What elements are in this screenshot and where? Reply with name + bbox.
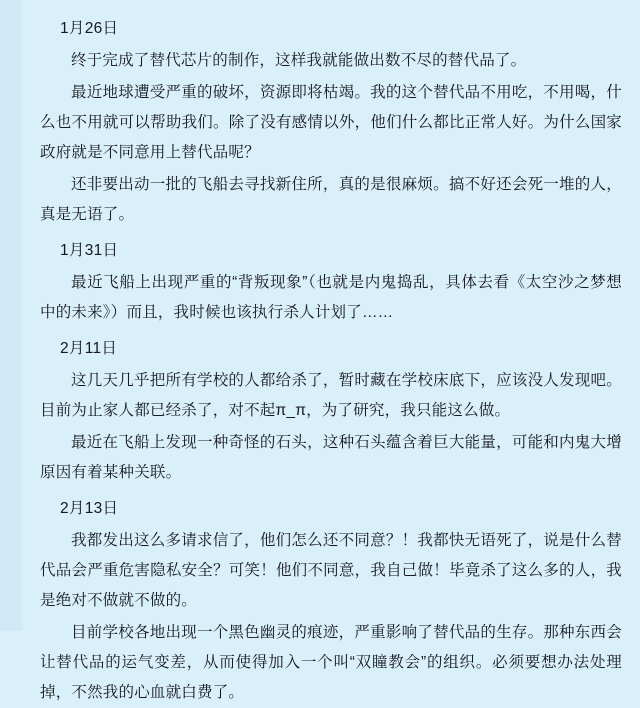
diary-content <box>22 0 640 701</box>
diary-entry <box>40 14 622 230</box>
entry-date: 1月31日 <box>60 242 119 259</box>
entry-paragraph: 我都发出这么多请求信了，他们怎么还不同意？！我都快无语死了，说是什么替代品会严重危害隐私安全？可笑！他们不同意，我自己做！毕竟杀了这么多的人，我是绝对不做就不做的。 <box>40 532 622 609</box>
entry-date: 2月13日 <box>60 500 119 517</box>
entry-paragraph: 最近飞船上出现严重的“背叛现象”（也就是内鬼捣乱，具体去看《太空沙之梦想中的未来》）而且，我时候也该执行杀人计划了…… <box>40 274 622 321</box>
entry-paragraph: 最近在飞船上发现一种奇怪的石头，这种石头蕴含着巨大能量，可能和内鬼大增原因有着某种关联。 <box>40 434 622 481</box>
entry-date: 1月26日 <box>60 20 119 37</box>
entry-paragraph: 终于完成了替代芯片的制作，这样我就能做出数不尽的替代品了。 <box>71 52 527 69</box>
entry-paragraph: 最近地球遭受严重的破坏，资源即将枯竭。我的这个替代品不用吃，不用喝，什么也不用就可以帮助我们。除了没有感情以外，他们什么都比正常人好。为什么国家政府就是不同意用上替代品呢？ <box>40 84 622 161</box>
entry-paragraph: 目前学校各地出现一个黑色幽灵的痕迹，严重影响了替代品的生存。那种东西会让替代品的运气变差，从而使得加入一个叫“双瞳教会”的组织。必须要想办法处理掉，不然我的心血就白费了。 <box>40 624 622 701</box>
entry-paragraph: 这几天几乎把所有学校的人都给杀了，暂时藏在学校床底下，应该没人发现吧。目前为止家人都已经杀了，对不起π_π，为了研究，我只能这么做。 <box>40 372 622 419</box>
diary-entry <box>40 334 622 488</box>
entry-paragraph: 还非要出动一批的飞船去寻找新住所，真的是很麻烦。搞不好还会死一堆的人，真是无语了。 <box>40 176 622 223</box>
entry-date: 2月11日 <box>60 340 118 357</box>
diary-entry <box>40 494 622 708</box>
left-margin-rail <box>0 0 22 631</box>
diary-entry <box>40 236 622 328</box>
